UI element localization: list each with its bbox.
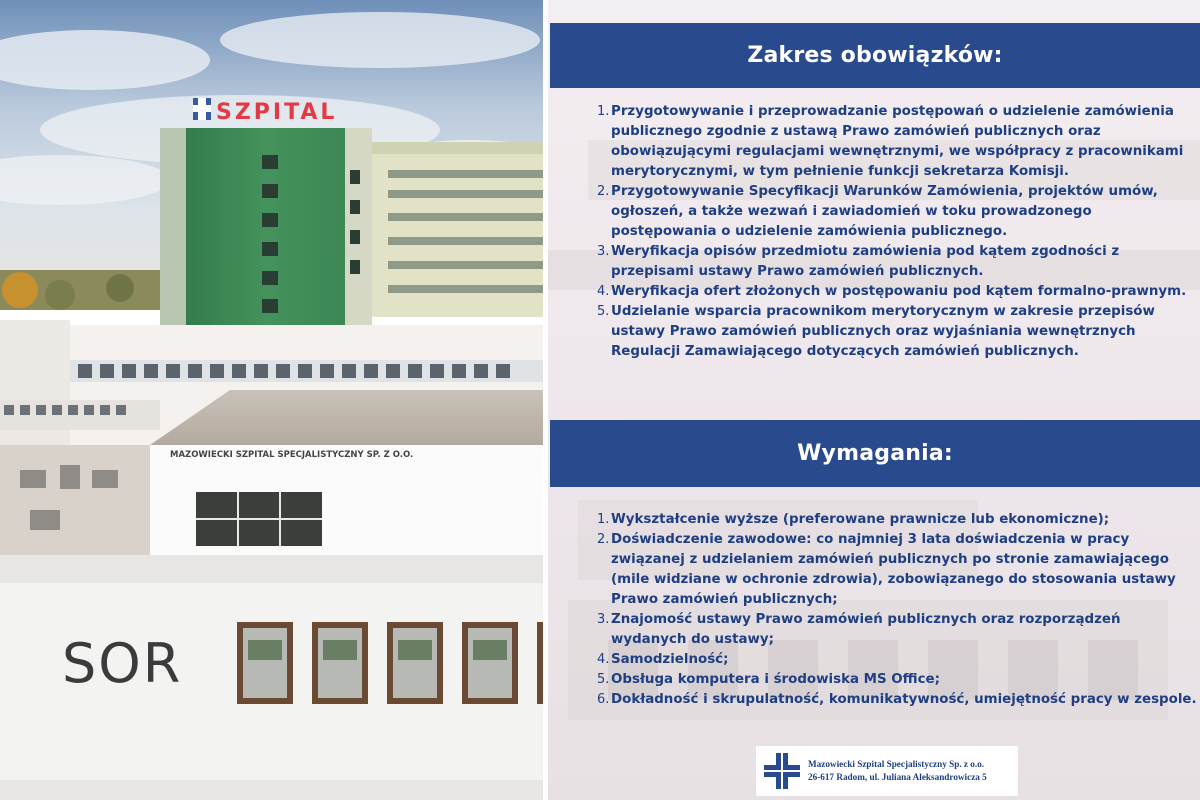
item-text: Doświadczenie zawodowe: co najmniej 3 lata doświadczenia w pracy związanej z udzielaniem zamówień publicznych po stronie zamawiającego (mile widziane w ochronie zdrowia), zobowiązanego do stosowania ustawy Prawo zamówień publicznych;	[611, 532, 1176, 607]
item-text: Weryfikacja ofert złożonych w postępowaniu pod kątem formalno-prawnym.	[611, 284, 1187, 299]
item-number: 1.	[597, 512, 610, 527]
list-item	[548, 242, 1198, 282]
item-number: 6.	[597, 692, 610, 707]
item-number: 4.	[597, 284, 610, 299]
item-text: Przygotowywanie i przeprowadzanie postępowań o udzielenie zamówienia publicznego zgodnie z ustawą Prawo zamówień publicznych oraz obowiązującymi regulacjami wewnętrznymi, we współpracy z pracownikami merytorycznymi, w tym pełnienie funkcji sekretarza Komisji.	[611, 104, 1184, 179]
item-number: 4.	[597, 652, 610, 667]
requirements-list	[548, 510, 1198, 710]
item-number: 2.	[597, 532, 610, 547]
list-item	[548, 510, 1198, 530]
hospital-photo	[0, 0, 543, 800]
footer-company: Mazowiecki Szpital Specjalistyczny Sp. z o.o.	[808, 759, 985, 769]
list-item	[548, 182, 1198, 242]
item-text: Obsługa komputera i środowiska MS Office;	[611, 672, 940, 687]
hospital-cross-icon	[762, 751, 802, 791]
item-text: Przygotowywanie Specyfikacji Warunków Zamówienia, projektów umów, ogłoszeń, a także wezwań i zawiadomień w toku prowadzonego postępowania o udzielenie zamówienia publicznego.	[611, 184, 1158, 239]
item-text: Samodzielność;	[611, 652, 729, 667]
list-item	[548, 690, 1198, 710]
requirements-heading: Wymagania:	[550, 420, 1200, 487]
sor-text: SOR	[62, 632, 183, 695]
item-number: 1.	[597, 104, 610, 119]
item-text: Wykształcenie wyższe (preferowane prawnicze lub ekonomiczne);	[611, 512, 1110, 527]
item-text: Znajomość ustawy Prawo zamówień publicznych oraz rozporządzeń wydanych do ustawy;	[611, 612, 1121, 647]
item-number: 2.	[597, 184, 610, 199]
item-number: 3.	[597, 244, 610, 259]
list-item	[548, 530, 1198, 610]
list-item	[548, 282, 1198, 302]
item-number: 5.	[597, 672, 610, 687]
hospital-sign-text: SZPITAL	[216, 100, 338, 125]
footer-street: 26-617 Radom, ul. Juliana Aleksandrowicza 5	[808, 772, 987, 782]
item-text: Udzielanie wsparcia pracownikom merytorycznym w zakresie przepisów ustawy Prawo zamówień publicznych oraz wyjaśniania wewnętrznych Regulacji Zamawiającego dotyczących zamówień publicznych.	[611, 304, 1155, 359]
list-item	[548, 610, 1198, 650]
item-number: 3.	[597, 612, 610, 627]
list-item	[548, 102, 1198, 182]
list-item	[548, 650, 1198, 670]
duties-list	[548, 102, 1198, 362]
footer-address	[808, 758, 987, 784]
item-number: 5.	[597, 304, 610, 319]
list-item	[548, 302, 1198, 362]
hospital-footer	[756, 746, 1018, 796]
info-panel	[548, 0, 1200, 800]
duties-heading: Zakres obowiązków:	[550, 23, 1200, 88]
item-text: Dokładność i skrupulatność, komunikatywność, umiejętność pracy w zespole.	[611, 692, 1197, 707]
building-label: MAZOWIECKI SZPITAL SPECJALISTYCZNY SP. Z O.O.	[170, 450, 414, 460]
item-text: Weryfikacja opisów przedmiotu zamówienia pod kątem zgodności z przepisami ustawy Prawo zamówień publicznych.	[611, 244, 1120, 279]
list-item	[548, 670, 1198, 690]
